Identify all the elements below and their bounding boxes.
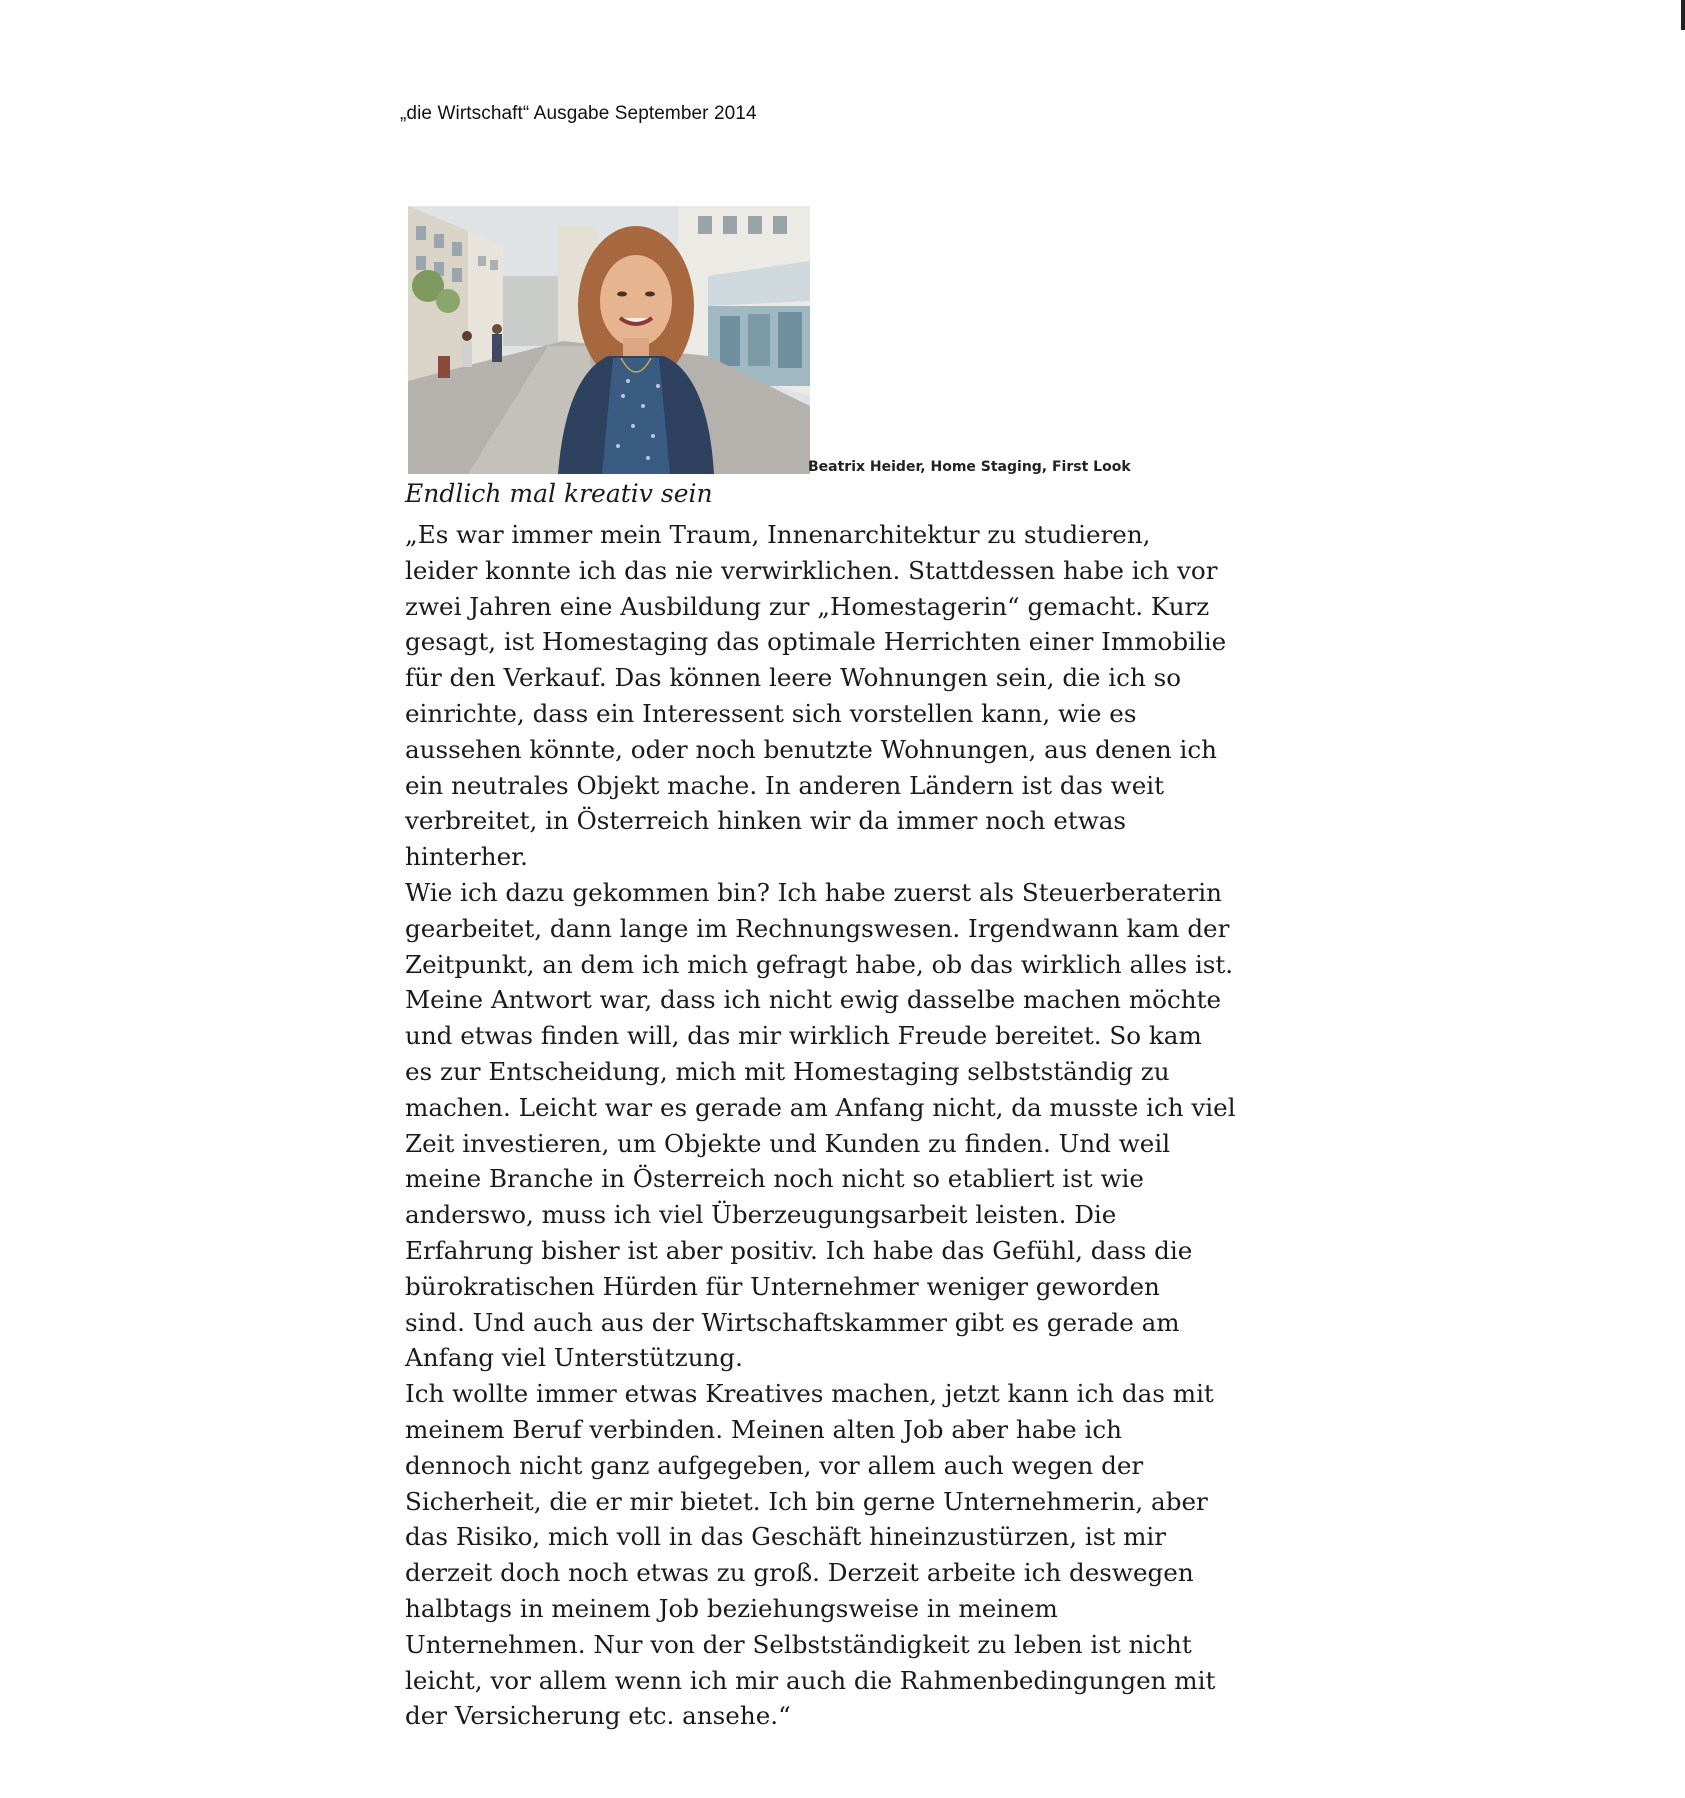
article-body [405,517,1265,1734]
publication-header: „die Wirtschaft“ Ausgabe September 2014 [400,103,757,124]
body-line: derzeit doch noch etwas zu groß. Derzeit arbeite ich deswegen [405,1558,1194,1588]
body-line: Erfahrung bisher ist aber positiv. Ich habe das Gefühl, dass die [405,1235,1193,1265]
body-line: einrichte, dass ein Interessent sich vorstellen kann, wie es [405,698,1137,728]
body-line: verbreitet, in Österreich hinken wir da immer noch etwas [405,806,1127,836]
scan-edge-mark [1681,0,1685,30]
body-line: meinem Beruf verbinden. Meinen alten Job aber habe ich [405,1414,1122,1444]
body-line: leider konnte ich das nie verwirklichen. Stattdessen habe ich vor [405,555,1218,585]
body-line: Sicherheit, die er mir bietet. Ich bin gerne Unternehmerin, aber [405,1486,1208,1516]
body-line: Wie ich dazu gekommen bin? Ich habe zuerst als Steuerberaterin [405,877,1222,907]
body-line: gesagt, ist Homestaging das optimale Herrichten einer Immobilie [405,627,1227,657]
body-line: meine Branche in Österreich noch nicht so etabliert ist wie [405,1164,1144,1194]
body-line: dennoch nicht ganz aufgegeben, vor allem auch wegen der [405,1450,1144,1480]
body-line: und etwas finden will, das mir wirklich Freude bereitet. So kam [405,1021,1202,1051]
body-line: der Versicherung etc. ansehe.“ [405,1701,791,1731]
body-line: machen. Leicht war es gerade am Anfang nicht, da musste ich viel [405,1092,1236,1122]
article-headline: Endlich mal kreativ sein [405,479,713,508]
body-line: Unternehmen. Nur von der Selbstständigkeit zu leben ist nicht [405,1629,1192,1659]
body-line: bürokratischen Hürden für Unternehmer weniger geworden [405,1271,1160,1301]
body-line: aussehen könnte, oder noch benutzte Wohnungen, aus denen ich [405,734,1217,764]
body-line: „Es war immer mein Traum, Innenarchitektur zu studieren, [405,520,1151,549]
portrait-photo-illustration [408,206,810,474]
body-line: gearbeitet, dann lange im Rechnungswesen. Irgendwann kam der [405,913,1230,943]
body-line: für den Verkauf. Das können leere Wohnungen sein, die ich so [405,663,1182,693]
body-line: Anfang viel Unterstützung. [405,1343,743,1373]
body-line: ein neutrales Objekt mache. In anderen Ländern ist das weit [405,770,1165,800]
body-line: Meine Antwort war, dass ich nicht ewig dasselbe machen möchte [405,985,1222,1015]
body-line: halbtags in meinem Job beziehungsweise in meinem [405,1593,1058,1623]
body-line: hinterher. [405,842,529,872]
photo-caption: Beatrix Heider, Home Staging, First Look [808,459,1131,475]
body-line: zwei Jahren eine Ausbildung zur „Homestagerin“ gemacht. Kurz [405,591,1210,621]
body-line: Ich wollte immer etwas Kreatives machen, jetzt kann ich das mit [405,1379,1214,1409]
body-line: sind. Und auch aus der Wirtschaftskammer gibt es gerade am [405,1307,1180,1337]
portrait-photo [408,206,810,474]
body-line: Zeit investieren, um Objekte und Kunden zu finden. Und weil [405,1128,1171,1158]
body-line: Zeitpunkt, an dem ich mich gefragt habe, ob das wirklich alles ist. [405,949,1234,979]
body-line: es zur Entscheidung, mich mit Homestaging selbstständig zu [405,1056,1170,1086]
body-line: anderswo, muss ich viel Überzeugungsarbeit leisten. Die [405,1200,1117,1230]
body-line: leicht, vor allem wenn ich mir auch die Rahmenbedingungen mit [405,1665,1216,1695]
body-line: das Risiko, mich voll in das Geschäft hineinzustürzen, ist mir [405,1522,1167,1552]
